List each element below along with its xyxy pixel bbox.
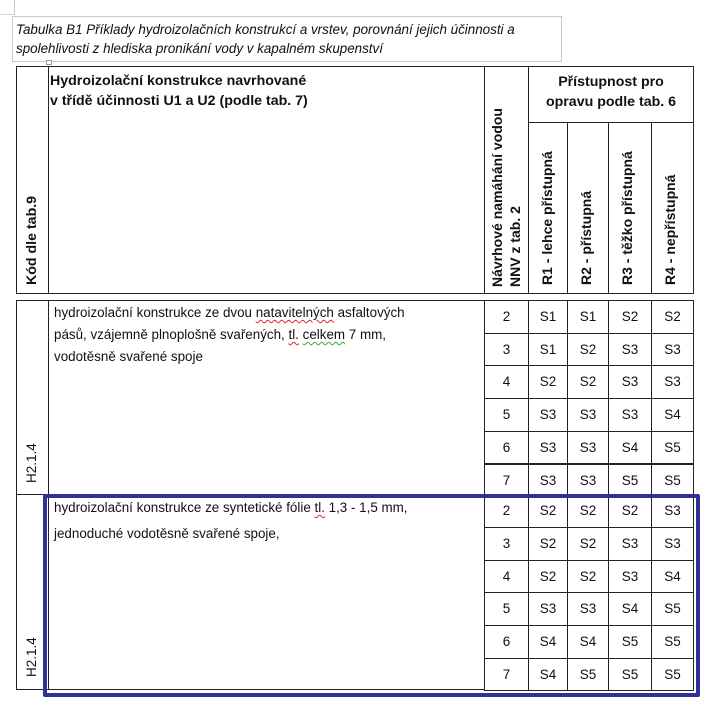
description-line bbox=[54, 302, 405, 324]
nnv-value: 4 bbox=[502, 374, 511, 390]
reliability-cell-r1 bbox=[528, 527, 568, 561]
header-nnv-cell bbox=[484, 66, 529, 294]
nnv-cell bbox=[484, 365, 529, 399]
reliability-value: S3 bbox=[579, 407, 597, 423]
reliability-cell-r2 bbox=[567, 333, 609, 367]
reliability-cell-r4 bbox=[651, 365, 694, 399]
description-text: vodotěsně svařené spoje bbox=[54, 349, 203, 364]
nnv-cell bbox=[484, 592, 529, 626]
reliability-cell-r1 bbox=[528, 592, 568, 626]
description-text: hydroizolační konstrukce ze dvou bbox=[54, 305, 256, 320]
reliability-value: S3 bbox=[539, 407, 557, 423]
description-line bbox=[54, 497, 408, 519]
description-text: 1,3 - 1,5 mm, bbox=[324, 500, 408, 516]
reliability-value: S2 bbox=[579, 374, 597, 390]
header-nnv-line-2: NNV z tab. 2 bbox=[507, 206, 523, 287]
reliability-cell-r2 bbox=[567, 494, 609, 528]
nnv-value: 6 bbox=[502, 439, 511, 455]
header-r1-cell bbox=[528, 122, 568, 294]
reliability-value: S3 bbox=[621, 407, 639, 423]
reliability-cell-r2 bbox=[567, 592, 609, 626]
reliability-cell-r3 bbox=[608, 431, 652, 465]
nnv-cell bbox=[484, 300, 529, 334]
spellcheck-flagged-word: celkem bbox=[302, 327, 346, 342]
reliability-value: S5 bbox=[579, 666, 597, 682]
reliability-value: S5 bbox=[664, 666, 681, 682]
reliability-value: S2 bbox=[539, 503, 557, 519]
reliability-cell-r1 bbox=[528, 398, 568, 432]
reliability-value: S3 bbox=[539, 601, 557, 617]
description-line bbox=[54, 324, 386, 346]
reliability-value: S3 bbox=[664, 503, 681, 519]
reliability-value: S3 bbox=[621, 568, 639, 584]
reliability-value: S3 bbox=[579, 439, 597, 455]
reliability-cell-r4 bbox=[651, 527, 694, 561]
spellcheck-flagged-word: tl. bbox=[314, 500, 325, 516]
reliability-cell-r3 bbox=[608, 592, 652, 626]
nnv-value: 5 bbox=[502, 407, 511, 423]
reliability-cell-r4 bbox=[651, 398, 694, 432]
spellcheck-flagged-word: natavitelných bbox=[255, 305, 334, 320]
header-r2-cell bbox=[567, 122, 609, 294]
header-access-cell bbox=[528, 66, 694, 123]
caption-line-1: Tabulka B1 Příklady hydroizolačních konstrukcí a vrstev, porovnání jejich účinnosti a bbox=[16, 22, 515, 37]
reliability-value: S3 bbox=[664, 535, 681, 551]
nnv-cell bbox=[484, 560, 529, 594]
header-code-label: Kód dle tab.9 bbox=[24, 195, 40, 285]
header-r4-cell bbox=[651, 122, 694, 294]
header-description-line-2: v třídě účinnosti U1 a U2 (podle tab. 7) bbox=[50, 93, 308, 109]
reliability-value: S3 bbox=[621, 374, 639, 390]
caption-line-2: spolehlivosti z hlediska pronikání vody v kapalném skupenství bbox=[16, 41, 383, 56]
reliability-value: S2 bbox=[539, 535, 557, 551]
reliability-value: S4 bbox=[621, 601, 639, 617]
reliability-cell-r2 bbox=[567, 300, 609, 334]
reliability-value: S4 bbox=[664, 568, 681, 584]
nnv-value: 2 bbox=[502, 503, 511, 519]
group-code-label: H2.1.4 bbox=[24, 637, 39, 678]
reliability-cell-r2 bbox=[567, 431, 609, 465]
header-r3-cell bbox=[608, 122, 652, 294]
reliability-cell-r4 bbox=[651, 333, 694, 367]
reliability-cell-r3 bbox=[608, 527, 652, 561]
nnv-value: 3 bbox=[502, 341, 511, 357]
reliability-cell-r4 bbox=[651, 592, 694, 626]
header-description-line-1: Hydroizolační konstrukce navrhované bbox=[50, 73, 307, 89]
group-code-cell bbox=[16, 494, 49, 690]
header-access-line-1: Přístupnost pro bbox=[558, 74, 664, 90]
reliability-value: S5 bbox=[621, 634, 639, 649]
page-margin-mark bbox=[0, 14, 14, 15]
nnv-cell bbox=[484, 625, 529, 659]
reliability-cell-r2 bbox=[567, 560, 609, 594]
reliability-cell-r2 bbox=[567, 464, 609, 498]
nnv-value: 7 bbox=[502, 472, 511, 488]
reliability-cell-r2 bbox=[567, 365, 609, 399]
reliability-value: S4 bbox=[539, 634, 557, 649]
nnv-cell bbox=[484, 431, 529, 465]
reliability-value: S3 bbox=[579, 601, 597, 617]
reliability-cell-r1 bbox=[528, 464, 568, 498]
reliability-cell-r2 bbox=[567, 527, 609, 561]
reliability-value: S2 bbox=[579, 535, 597, 551]
spellcheck-flagged-word: tl. bbox=[288, 327, 299, 342]
reliability-value: S3 bbox=[621, 341, 639, 357]
reliability-cell-r4 bbox=[651, 658, 694, 692]
reliability-value: S2 bbox=[539, 568, 557, 584]
reliability-value: S1 bbox=[579, 309, 597, 324]
header-r3-label: R3 - těžko přístupná bbox=[619, 151, 635, 285]
group-description-cell bbox=[48, 494, 485, 690]
page-margin-mark bbox=[14, 0, 15, 15]
nnv-cell bbox=[484, 398, 529, 432]
reliability-cell-r1 bbox=[528, 333, 568, 367]
reliability-value: S5 bbox=[621, 472, 639, 488]
reliability-value: S5 bbox=[621, 666, 639, 682]
reliability-value: S3 bbox=[664, 341, 681, 357]
description-line bbox=[54, 523, 280, 545]
group-code-cell bbox=[16, 300, 49, 496]
reliability-cell-r3 bbox=[608, 560, 652, 594]
reliability-value: S3 bbox=[664, 374, 681, 390]
reliability-cell-r3 bbox=[608, 658, 652, 692]
reliability-cell-r1 bbox=[528, 625, 568, 659]
reliability-cell-r4 bbox=[651, 431, 694, 465]
header-r2-label: R2 - přístupná bbox=[578, 190, 594, 285]
description-text: asfaltových bbox=[333, 305, 405, 320]
header-r4-label: R4 - nepřístupná bbox=[662, 174, 678, 285]
reliability-value: S1 bbox=[539, 341, 557, 357]
nnv-value: 7 bbox=[502, 666, 511, 682]
description-line bbox=[54, 346, 203, 368]
nnv-cell bbox=[484, 494, 529, 528]
description-text: 7 mm, bbox=[345, 327, 386, 342]
reliability-value: S2 bbox=[579, 503, 597, 519]
reliability-cell-r2 bbox=[567, 398, 609, 432]
reliability-value: S4 bbox=[621, 439, 639, 455]
header-nnv-line-1: Návrhové namáhání vodou bbox=[489, 108, 505, 287]
description-text: hydroizolační konstrukce ze syntetické fólie bbox=[54, 500, 315, 516]
header-access-line-2: opravu podle tab. 6 bbox=[545, 94, 677, 110]
reliability-value: S5 bbox=[664, 439, 681, 455]
reliability-cell-r4 bbox=[651, 625, 694, 659]
nnv-cell bbox=[484, 333, 529, 367]
reliability-value: S4 bbox=[664, 407, 681, 423]
reliability-value: S5 bbox=[664, 634, 681, 649]
nnv-value: 5 bbox=[502, 601, 511, 617]
reliability-value: S1 bbox=[539, 309, 557, 324]
reliability-cell-r4 bbox=[651, 560, 694, 594]
group-code-label: H2.1.4 bbox=[24, 443, 39, 484]
reliability-cell-r2 bbox=[567, 658, 609, 692]
reliability-cell-r1 bbox=[528, 560, 568, 594]
reliability-value: S2 bbox=[539, 374, 557, 390]
reliability-cell-r3 bbox=[608, 625, 652, 659]
header-code-cell bbox=[16, 66, 49, 294]
reliability-cell-r3 bbox=[608, 398, 652, 432]
reliability-value: S4 bbox=[539, 666, 557, 682]
nnv-value: 2 bbox=[502, 309, 511, 324]
reliability-cell-r1 bbox=[528, 494, 568, 528]
reliability-value: S2 bbox=[579, 568, 597, 584]
reliability-value: S2 bbox=[664, 309, 681, 324]
nnv-value: 3 bbox=[502, 535, 511, 551]
reliability-cell-r3 bbox=[608, 300, 652, 334]
header-r1-label: R1 - lehce přístupná bbox=[539, 151, 555, 285]
reliability-cell-r3 bbox=[608, 365, 652, 399]
reliability-cell-r4 bbox=[651, 300, 694, 334]
nnv-value: 6 bbox=[502, 634, 511, 649]
nnv-cell bbox=[484, 464, 529, 498]
nnv-cell bbox=[484, 527, 529, 561]
description-text: jednoduché vodotěsně svařené spoje, bbox=[54, 526, 280, 542]
nnv-cell bbox=[484, 658, 529, 692]
nnv-value: 4 bbox=[502, 568, 511, 584]
reliability-cell-r3 bbox=[608, 464, 652, 498]
reliability-cell-r3 bbox=[608, 494, 652, 528]
reliability-value: S2 bbox=[621, 309, 639, 324]
reliability-cell-r1 bbox=[528, 300, 568, 334]
reliability-value: S5 bbox=[664, 601, 681, 617]
reliability-cell-r3 bbox=[608, 333, 652, 367]
reliability-value: S3 bbox=[579, 472, 597, 488]
reliability-cell-r4 bbox=[651, 494, 694, 528]
reliability-cell-r4 bbox=[651, 464, 694, 498]
reliability-value: S2 bbox=[579, 341, 597, 357]
reliability-value: S2 bbox=[621, 503, 639, 519]
reliability-value: S5 bbox=[664, 472, 681, 488]
table-move-handle-icon[interactable] bbox=[46, 60, 52, 65]
reliability-value: S4 bbox=[579, 634, 597, 649]
reliability-value: S3 bbox=[539, 472, 557, 488]
reliability-cell-r1 bbox=[528, 658, 568, 692]
table-caption bbox=[12, 16, 562, 62]
reliability-value: S3 bbox=[621, 535, 639, 551]
reliability-value: S3 bbox=[539, 439, 557, 455]
reliability-cell-r2 bbox=[567, 625, 609, 659]
reliability-cell-r1 bbox=[528, 431, 568, 465]
reliability-cell-r1 bbox=[528, 365, 568, 399]
group-description-cell bbox=[48, 300, 485, 496]
header-description-cell bbox=[48, 66, 485, 294]
description-text: pásů, vzájemně plnoplošně svařených, bbox=[54, 327, 289, 342]
